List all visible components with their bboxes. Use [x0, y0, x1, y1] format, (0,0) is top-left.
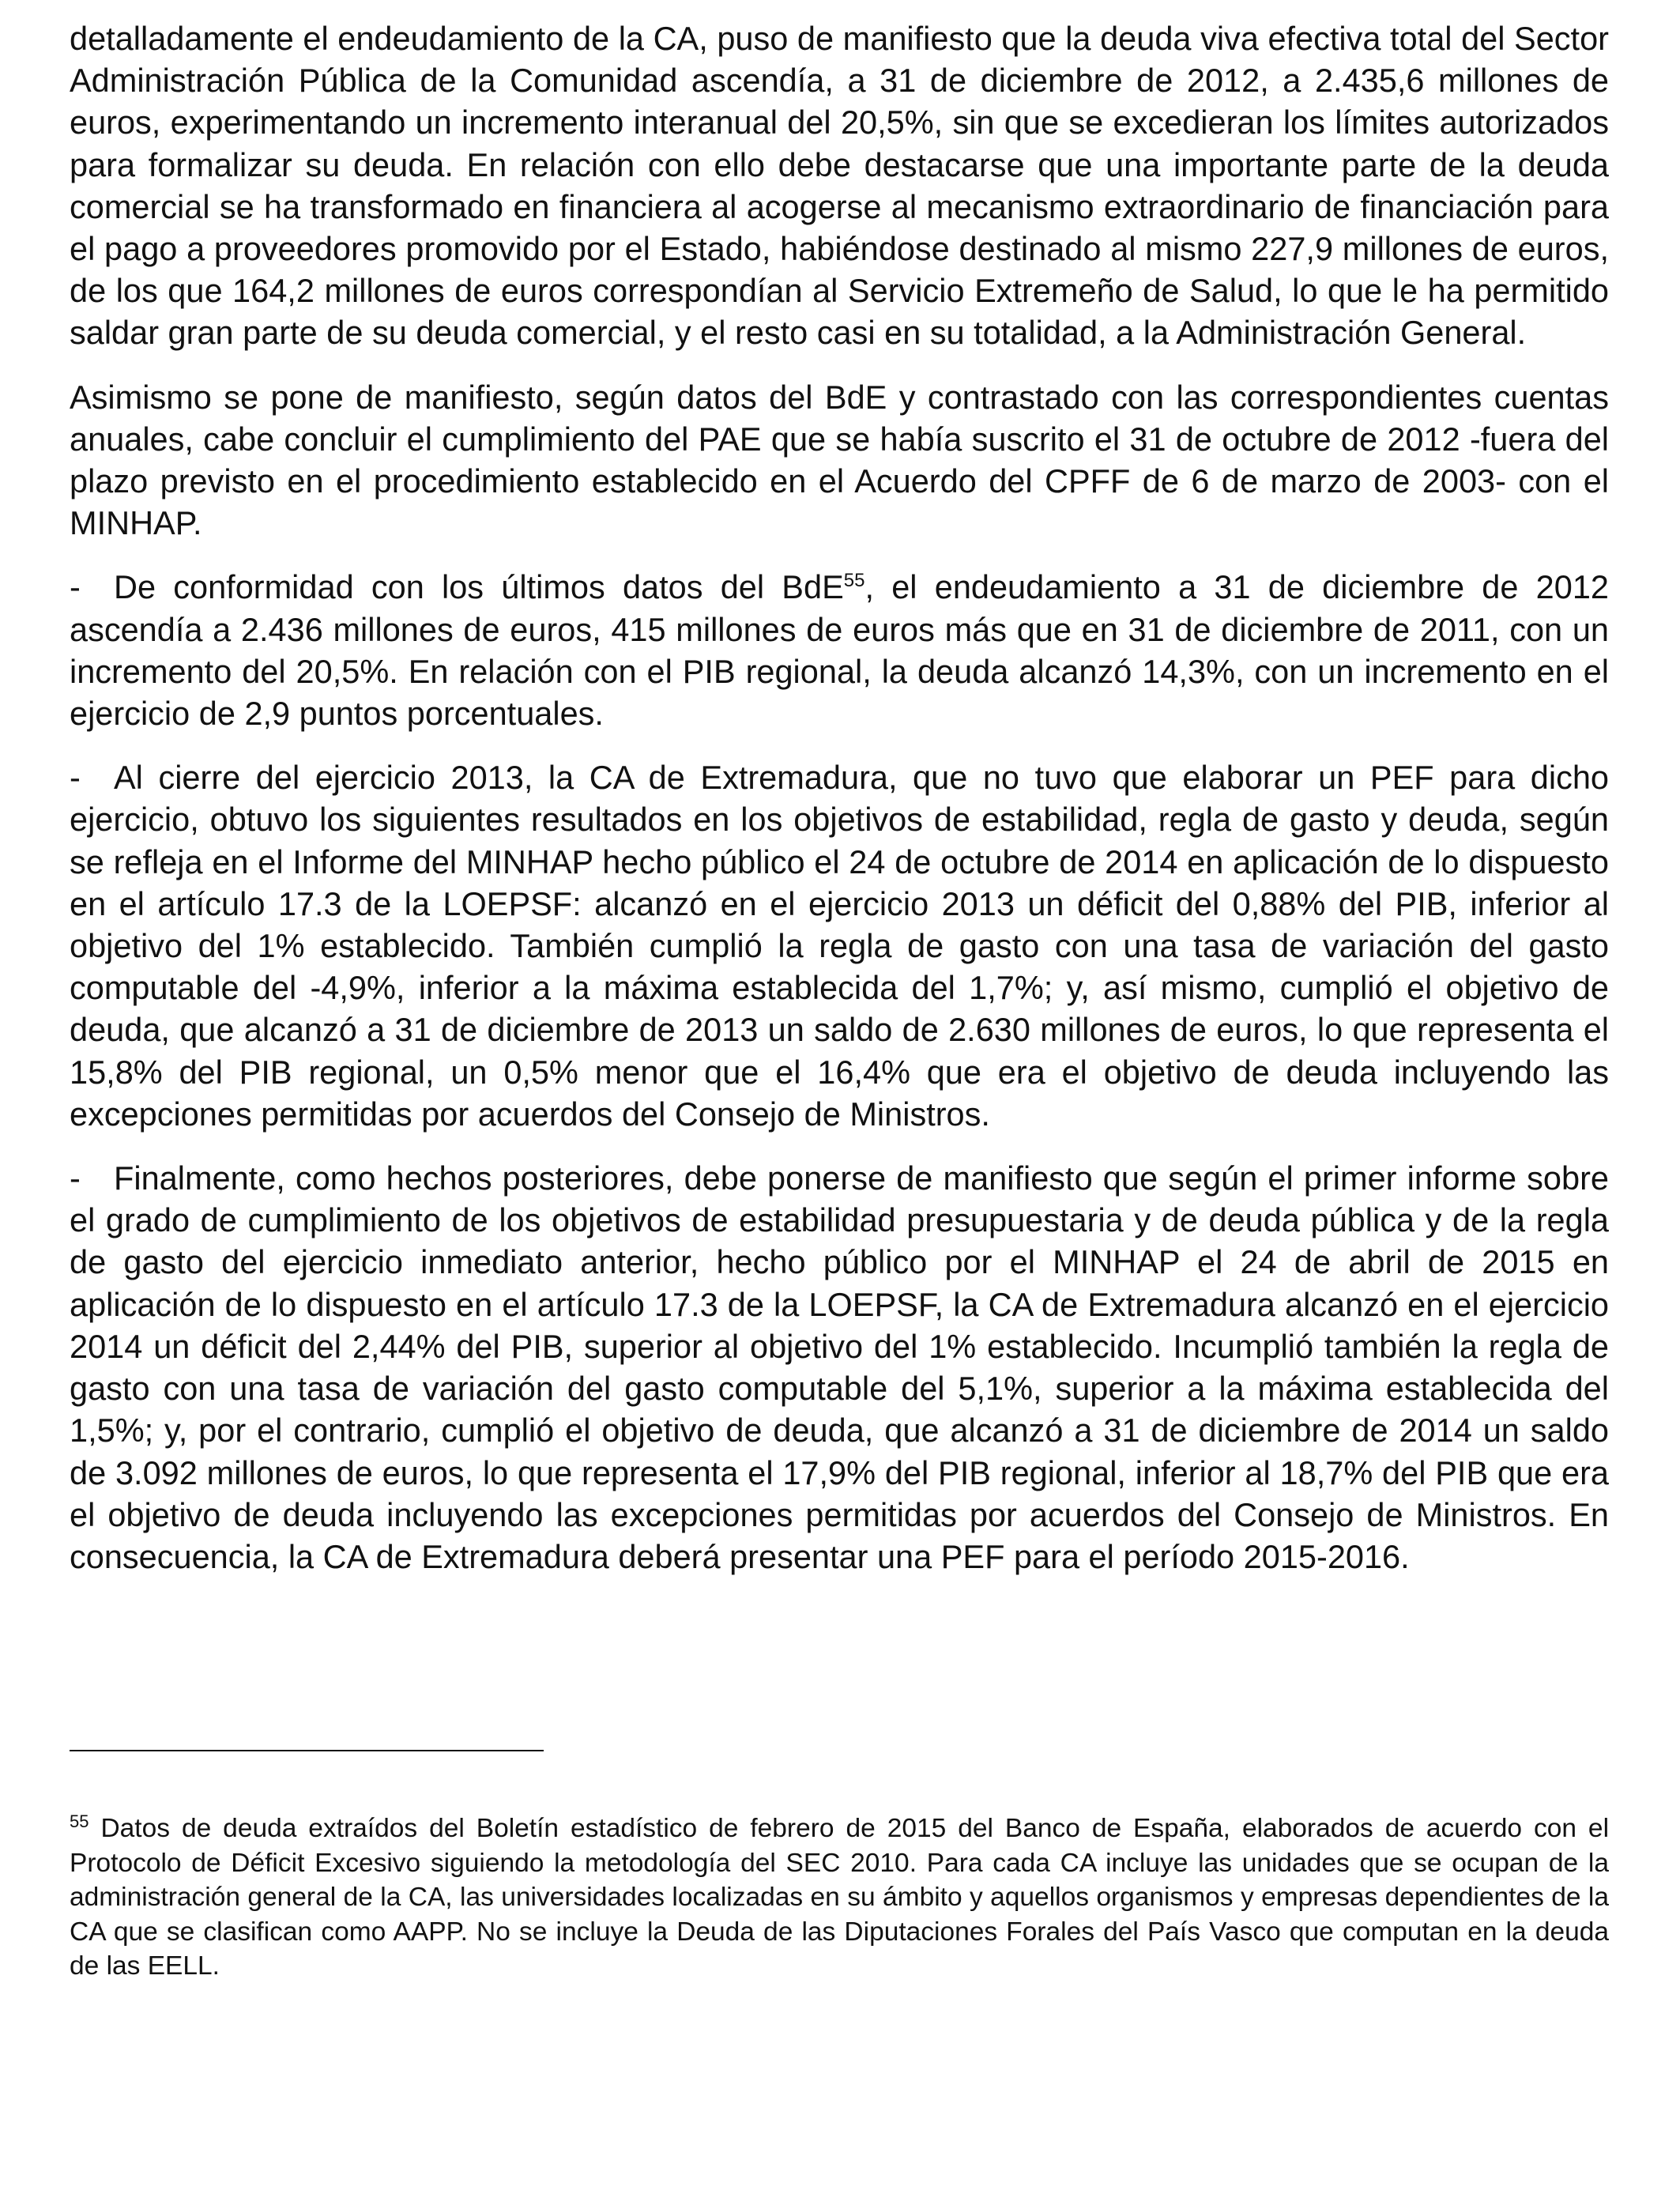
- list-dash: -: [70, 759, 81, 797]
- paragraph-text: Finalmente, como hechos posteriores, debe ponerse de manifiesto que según el primer informe sobre el grado de cumplimiento de los objetivos de estabilidad presupuestaria y de deuda pública y de la regla de gasto del ejercicio inmediato anterior, hecho público por el MINHAP el 24 de abril de 2015 en aplicación de lo dispuesto en el artículo 17.3 de la LOEPSF, la CA de Extremadura alcanzó en el ejercicio 2014 un déficit del 2,44% del PIB, superior al objetivo del 1% establecido. Incumplió también la regla de gasto con una tasa de variación del gasto computable del 5,1%, superior a la máxima establecida del 1,5%; y, por el contrario, cumplió el objetivo de deuda, que alcanzó a 31 de diciembre de 2014 un saldo de 3.092 millones de euros, lo que representa el 17,9% del PIB regional, inferior al 18,7% del PIB que era el objetivo de deuda incluyendo las excepciones permitidas por acuerdos del Consejo de Ministros. En consecuencia, la CA de Extremadura deberá presentar una PEF para el período 2015-2016.: [70, 1159, 1609, 1575]
- footnote-number: 55: [70, 1811, 89, 1831]
- paragraph-text: Al cierre del ejercicio 2013, la CA de Extremadura, que no tuvo que elaborar un PEF para dicho ejercicio, obtuvo los siguientes resultados en los objetivos de estabilidad, regla de gasto y deuda, según se refleja en el Informe del MINHAP hecho público el 24 de octubre de 2014 en aplicación de lo dispuesto en el artículo 17.3 de la LOEPSF: alcanzó en el ejercicio 2013 un déficit del 0,88% del PIB, inferior al objetivo del 1% establecido. También cumplió la regla de gasto con una tasa de variación del gasto computable del -4,9%, inferior a la máxima establecida del 1,7%; y, así mismo, cumplió el objetivo de deuda, que alcanzó a 31 de diciembre de 2013 un saldo de 2.630 millones de euros, lo que representa el 15,8% del PIB regional, un 0,5% menor que el 16,4% que era el objetivo de deuda incluyendo las excepciones permitidas por acuerdos del Consejo de Ministros.: [70, 759, 1609, 1133]
- paragraph-text: , el endeudamiento a 31 de diciembre de 2012 ascendía a 2.436 millones de euros, 415 millones de euros más que en 31 de diciembre de 2011, con un incremento del 20,5%. En relación con el PIB regional, la deuda alcanzó 14,3%, con un incremento en el ejercicio de 2,9 puntos porcentuales.: [70, 568, 1609, 733]
- paragraph-pae-compliance: Asimismo se pone de manifiesto, según datos del BdE y contrastado con las correspondientes cuentas anuales, cabe concluir el cumplimiento del PAE que se había suscrito el 31 de octubre de 2012 -fuera del plazo previsto en el procedimiento establecido en el Acuerdo del CPFF de 6 de marzo de 2003- con el MINHAP.: [70, 378, 1609, 542]
- paragraph-text: De conformidad con los últimos datos del BdE: [114, 568, 844, 606]
- list-dash: -: [70, 568, 81, 606]
- paragraph-subsequent-events: [70, 1157, 1609, 1578]
- list-dash: -: [70, 1159, 81, 1197]
- footnote-text: Datos de deuda extraídos del Boletín estadístico de febrero de 2015 del Banco de España, elaborados de acuerdo con el Protocolo de Déficit Excesivo siguiendo la metodología del SEC 2010. Para cada CA incluye las unidades que se ocupan de la administración general de la CA, las universidades localizadas en su ámbito y aquellos organismos y empresas dependientes de la CA que se clasifican como AAPP. No se incluye la Deuda de las Diputaciones Forales del País Vasco que computan en la deuda de las EELL.: [70, 1814, 1610, 1981]
- paragraph-2013-results: [70, 756, 1609, 1135]
- paragraph-debt-summary: detalladamente el endeudamiento de la CA, puso de manifiesto que la deuda viva efectiva total del Sector Administración Pública de la Comunidad ascendía, a 31 de diciembre de 2012, a 2.435,6 millones de euros, experimentando un incremento interanual del 20,5%, sin que se excedieran los límites autorizados para formalizar su deuda. En relación con ello debe destacarse que una importante parte de la deuda comercial se ha transformado en financiera al acogerse al mecanismo extraordinario de financiación para el pago a proveedores promovido por el Estado, habiéndose destinado al mismo 227,9 millones de euros, de los que 164,2 millones de euros correspondían al Servicio Extremeño de Salud, lo que le ha permitido saldar gran parte de su deuda comercial, y el resto casi en su totalidad, a la Administración General.: [70, 20, 1609, 352]
- footnote-reference[interactable]: 55: [843, 570, 865, 592]
- footnote: [70, 1811, 1609, 1984]
- paragraph-bde-data: [70, 566, 1609, 734]
- footnote-separator: [70, 1750, 544, 1751]
- document-body: [70, 17, 1609, 1600]
